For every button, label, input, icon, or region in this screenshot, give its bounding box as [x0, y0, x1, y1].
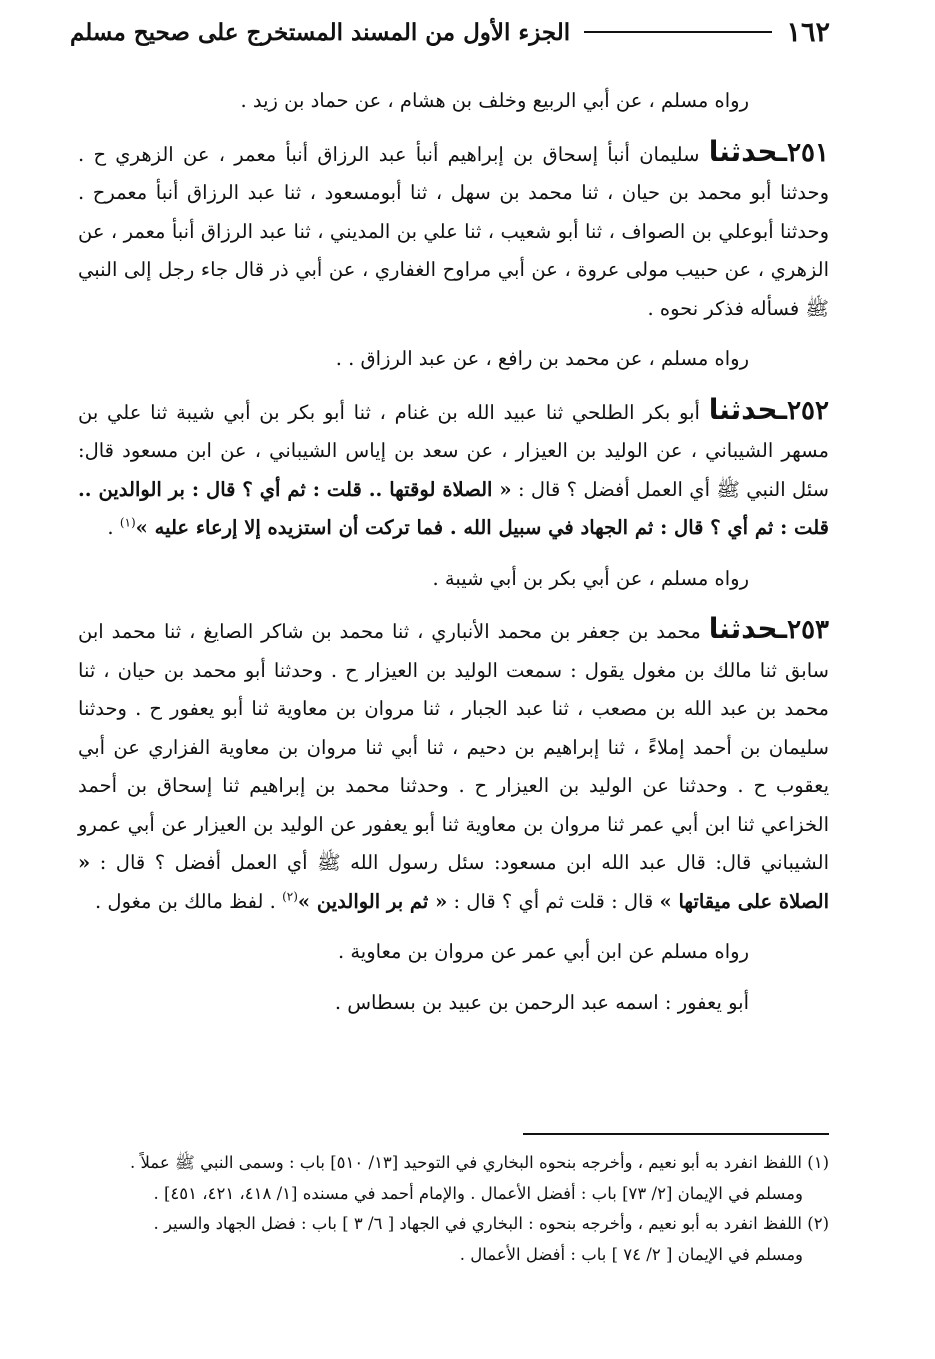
hadith-end: .	[107, 516, 114, 539]
footnote-ref-1: (١)	[119, 515, 136, 530]
footnote-ref-2: (٢)	[282, 889, 298, 903]
prophetic-quote-2: « ثم بر الوالدين »	[297, 889, 448, 913]
hadith-251-riwaya: رواه مسلم ، عن محمد بن رافع ، عن عبد الرزاق . .	[335, 347, 749, 370]
footnote-1-line-1: (١) اللفظ انفرد به أبو نعيم ، وأخرجه بنحوه البخاري في التوحيد [١٣/ ٥١٠] باب : وسمى النبي ﷺ عملاً .	[129, 1153, 829, 1172]
page-number: ١٦٢	[786, 16, 830, 48]
narrator-note: أبو يعفور : اسمه عبد الرحمن بن عبيد بن بسطاس .	[334, 990, 749, 1014]
hadith-252-riwaya: رواه مسلم ، عن أبي بكر بن أبي شيبة .	[432, 566, 749, 590]
intro-riwaya: رواه مسلم ، عن أبي الربيع وخلف بن هشام ، عن حماد بن زيد .	[240, 89, 749, 112]
hadith-number: ٢٥٢	[787, 395, 829, 426]
hadith-keyword: ـحدثنا	[708, 134, 788, 168]
hadith-mid: قال : قلت ثم أي ؟ قال :	[453, 889, 654, 913]
hadith-252	[78, 391, 829, 548]
hadith-text: أبو بكر الطلحي ثنا عبيد الله بن غنام ، ثنا أبو بكر بن أبي شيبة ثنا علي بن مسهر الشيباني ، عن الوليد بن العيزار ، عن سعد بن إياس الشيباني ، عن ابن مسعود قال: سئل النبي ﷺ أي العمل أفضل ؟ قال :	[78, 400, 829, 501]
hadith-number: ٢٥١	[787, 137, 829, 168]
hadith-253	[78, 610, 829, 921]
running-header	[70, 12, 830, 52]
book-title: الجزء الأول من المسند المستخرج على صحيح مسلم	[70, 18, 571, 46]
footnote-separator	[523, 1133, 829, 1135]
prophetic-quote-1: « الصلاة على ميقاتها »	[78, 851, 829, 913]
main-text	[78, 82, 829, 1022]
footnote-2-line-1: (٢) اللفظ انفرد به أبو نعيم ، وأخرجه بنحوه : البخاري في الجهاد [ ٦/ ٣ ] باب : فضل الجهاد والسير .	[153, 1214, 829, 1233]
prophetic-quote: « الصلاة لوقتها .. قلت : ثم أي ؟ قال : بر الوالدين .. قلت : ثم أي ؟ قال : ثم الجهاد في سبيل الله . فما تركت أن استزيده إلا إرعاء عليه »	[78, 477, 829, 539]
hadith-text: سليمان أنبأ إسحاق بن إبراهيم أنبأ عبد الرزاق أنبأ معمر ، عن الزهري ح . وحدثنا أبو محمد بن حيان ، ثنا محمد بن سهل ، ثنا أبومسعود ، ثنا عبد الرزاق أنبأ معمرح . وحدثنا أبوعلي بن الصواف ، ثنا أبو شعيب ، ثنا علي بن المديني ، ثنا عبد الرزاق أنبأ معمر ، عن الزهري ، عن حبيب مولى عروة ، عن أبي مراوح الغفاري ، عن أبي ذر قال جاء رجل إلى النبي ﷺ فسأله فذكر نحوه .	[78, 142, 829, 320]
hadith-253-riwaya: رواه مسلم عن ابن أبي عمر عن مروان بن معاوية .	[337, 940, 749, 963]
hadith-keyword: ـحدثنا	[708, 392, 788, 426]
header-rule	[584, 31, 772, 33]
hadith-keyword: ـحدثنا	[708, 612, 788, 645]
footnote-2-line-2: ومسلم في الإيمان [ ٢/ ٧٤ ] باب : أفضل الأعمال .	[459, 1244, 803, 1264]
footnotes	[78, 1148, 829, 1270]
hadith-251	[78, 133, 829, 329]
hadith-text: محمد بن جعفر بن محمد الأنباري ، ثنا محمد بن شاكر الصايغ ، ثنا محمد ابن سابق ثنا مالك بن مغول يقول : سمعت الوليد بن العيزار ح . وحدثنا أبو محمد بن حيان ، ثنا محمد بن عبد الله بن مصعب ، ثنا عبد الجبار ، ثنا مروان بن معاوية ثنا أبو يعفور ح . وحدثنا سليمان بن أحمد إملاءً ، ثنا إبراهيم بن دحيم ، ثنا أبي ثنا مروان بن معاوية الفزاري عن أبي يعقوب ح . وحدثنا عن الوليد بن العيزار ح . وحدثنا محمد بن إبراهيم ثنا إسحاق بن أحمد الخزاعي ثنا ابن أبي عمر ثنا مروان بن معاوية ثنا أبو يعفور عن الوليد بن العيزار عن أبي عمرو الشيباني قال: قال عبد الله ابن مسعود: سئل رسول الله ﷺ أي العمل أفضل ؟ قال :	[78, 620, 829, 874]
footnote-1-line-2: ومسلم في الإيمان [٢/ ٧٣] باب : أفضل الأعمال . والإمام أحمد في مسنده [١/ ٤١٨، ٤٢١، ٤٥١] .	[153, 1183, 803, 1203]
hadith-end: . لفظ مالك بن مغول .	[95, 889, 276, 913]
hadith-number: ٢٥٣	[787, 615, 830, 645]
